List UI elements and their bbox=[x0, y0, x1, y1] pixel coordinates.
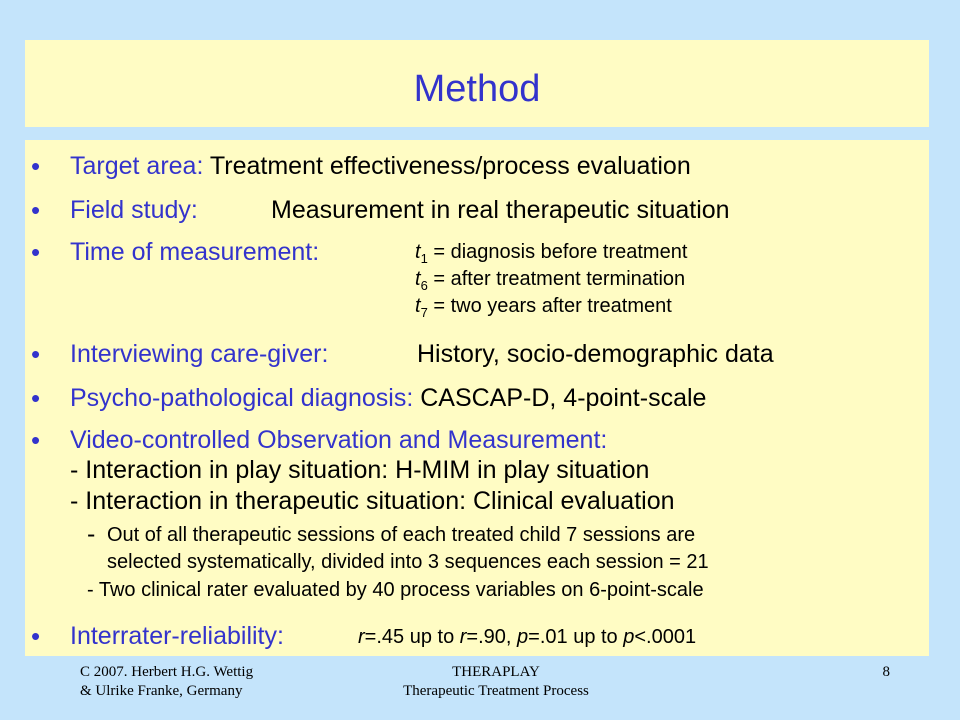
bullet-marker: • bbox=[31, 151, 41, 181]
bullet-marker: • bbox=[31, 237, 41, 267]
footer-page-number: 8 bbox=[882, 664, 890, 680]
time-t6-line: $t_6$ = after treatment termination bbox=[415, 268, 686, 293]
field-study-value: Measurement in real therapeutic situation bbox=[271, 196, 730, 224]
video-label: Video-controlled Observation and Measurement: bbox=[70, 426, 608, 454]
psycho-line bbox=[70, 384, 706, 413]
video-sub-sessions-line2: selected systematically, divided into 3 sequences each session = 21 bbox=[107, 551, 709, 573]
bullet-marker: • bbox=[31, 339, 41, 369]
footer-copyright: C 2007. Herbert H.G. Wettig & Ulrike Franke, Germany bbox=[80, 664, 254, 699]
bullet-marker: • bbox=[31, 383, 41, 413]
time-t7-line: $t_7$ = two years after treatment bbox=[415, 295, 672, 320]
title-panel bbox=[25, 40, 929, 127]
video-sub-therapeutic: - Interaction in therapeutic situation: Clinical evaluation bbox=[70, 487, 675, 515]
bullet-marker: • bbox=[31, 195, 41, 225]
content-panel bbox=[25, 140, 929, 656]
time-t1-line: $t_1$ = diagnosis before treatment bbox=[415, 241, 688, 266]
target-area-value: Treatment effectiveness/process evaluation bbox=[209, 152, 691, 180]
time-of-measurement-label: Time of measurement: bbox=[70, 238, 320, 266]
video-sub-sessions-line1: Out of all therapeutic sessions of each treated child 7 sessions are bbox=[107, 524, 696, 546]
target-area-line bbox=[70, 152, 691, 181]
target-area-label: Target area: bbox=[70, 152, 204, 180]
field-study-label: Field study: bbox=[70, 196, 198, 224]
video-sub-play: - Interaction in play situation: H-MIM in play situation bbox=[70, 456, 650, 484]
interrater-label: Interrater-reliability: bbox=[70, 622, 284, 650]
interviewing-label: Interviewing care-giver: bbox=[70, 340, 329, 368]
video-sub-sessions-dash: - bbox=[87, 520, 96, 548]
video-sub-raters: - Two clinical rater evaluated by 40 process variables on 6-point-scale bbox=[87, 579, 704, 601]
slide-title: Method bbox=[413, 68, 541, 110]
psycho-label: Psycho-pathological diagnosis: bbox=[70, 384, 414, 412]
bullet-marker: • bbox=[31, 425, 41, 455]
bullet-marker: • bbox=[31, 621, 41, 651]
interviewing-value: History, socio-demographic data bbox=[417, 340, 774, 368]
psycho-value: CASCAP-D, 4-point-scale bbox=[420, 384, 707, 412]
interrater-value: r=.45 up to r=.90, p=.01 up to p<.0001 bbox=[358, 626, 697, 648]
footer-title: THERAPLAY Therapeutic Treatment Process bbox=[403, 664, 589, 699]
